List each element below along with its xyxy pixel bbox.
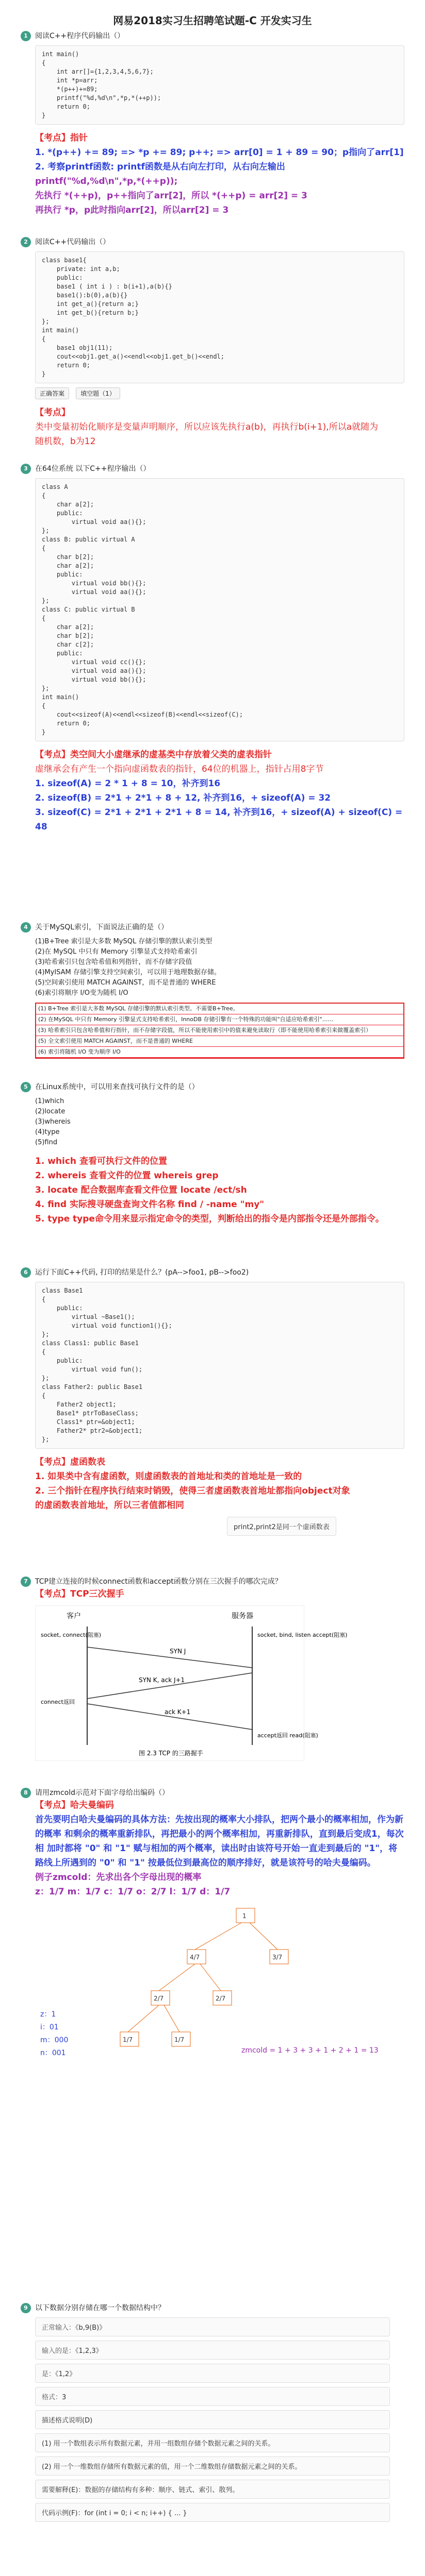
question-number: 6 <box>21 1267 31 1278</box>
analysis-line: 2. 考察printf函数: printf函数是从右向左打印，从右向左输出 <box>35 162 285 172</box>
option-item: (6)索引将顺序 I/O变为随机 I/O <box>35 989 128 997</box>
answer-field <box>35 2317 390 2336</box>
question-text: 以下数据分别存储在哪一个数据结构中？ <box>35 2304 165 2312</box>
field-label: 正常输入： <box>42 2324 76 2332</box>
explain-row: (5) 全文索引使用 MATCH AGAINST，而不是普通的 WHERE <box>36 1036 403 1047</box>
field-value: 3 <box>62 2394 67 2401</box>
analysis-line: 类中变量初始化顺序是变量声明顺序，所以应该先执行a(b)，再执行b(i+1),所以a就随为 <box>35 422 379 432</box>
analysis-line: 的虚函数表首地址，所以三者值都相同 <box>35 1500 184 1511</box>
answer-tab[interactable]: 填空题（1） <box>76 387 120 399</box>
analysis-line: 先执行 *(++p)，p++指向了arr[2]，所以 *(++p) = arr[2] = 3 <box>35 191 307 201</box>
tcp-label: socket, bind, listen accept(阻塞) <box>257 1632 348 1638</box>
answer-line: 3. locate 配合数据库查看文件位置 locate /ect/sh <box>35 1185 247 1195</box>
analysis-line: 随机数，b为12 <box>35 436 96 447</box>
tree-edge <box>159 1964 195 1991</box>
option-item: (3)哈希索引只包含哈希值和列指针，而不存储字段值 <box>35 958 192 966</box>
analysis-title: 【考点】虚函数表 <box>35 1457 105 1467</box>
question-8 <box>21 1788 404 2080</box>
analysis-line: 再执行 *p，p此时指向arr[2]，所以arr[2] = 3 <box>35 205 229 215</box>
question-text: 关于MySQL索引，下面说法正确的是（） <box>35 923 169 931</box>
extra-field: (1) 用一个数组表示所有数据元素，并用一组数组存储个数据元素之间的关系。 <box>35 2433 390 2452</box>
field-label: 是： <box>42 2370 56 2378</box>
analysis-title: 【考点】 <box>35 408 70 418</box>
answer-tab[interactable]: 正确答案 <box>35 387 69 399</box>
question-4 <box>21 922 404 1059</box>
analysis-line: 1. 如果类中含有虚函数，则虚函数表的首地址和类的首地址是一致的 <box>35 1471 302 1482</box>
field-value: 《b,9(B)》 <box>75 2324 106 2332</box>
answer-field <box>35 2387 390 2406</box>
question-number: 8 <box>21 1788 31 1798</box>
question-1 <box>21 31 404 217</box>
answer-field <box>35 2341 390 2360</box>
analysis-line: 路线上所遇到的 "0" 和 "1" 按最低位到最高位的顺序排好，就是该符号的哈夫曼编码。 <box>35 1858 376 1868</box>
answer-line: 4. find 实际搜寻硬盘查询文件名称 find / -name "my" <box>35 1199 265 1210</box>
analysis-title: 【考点】指针 <box>35 133 88 143</box>
option-item: (1)B+Tree 索引是大多数 MySQL 存储引擎的默认索引类型 <box>35 938 213 945</box>
option-item: (2)locate <box>35 1108 66 1115</box>
question-text: 阅读C++代码输出（） <box>35 238 110 246</box>
code-line: m：000 <box>40 2036 69 2044</box>
question-text: 在64位系统 以下C++程序输出（） <box>35 465 151 473</box>
client-label: 客户 <box>67 1612 81 1620</box>
question-text: 在Linux系统中，可以用来查找可执行文件的是（） <box>35 1083 199 1091</box>
tcp-label: ack K+1 <box>165 1708 191 1716</box>
tree-node-label: 2/7 <box>154 1995 164 2002</box>
question-6 <box>21 1267 404 1540</box>
code-line: i：01 <box>40 2023 59 2031</box>
question-text: 请用zmcold示范对下面字母给出编码（） <box>35 1789 170 1797</box>
question-text: 阅读C++程序代码输出（） <box>35 32 125 40</box>
code-line: n：001 <box>40 2049 66 2057</box>
explain-row: (3) 哈希索引只包含哈希值和行指针，而不存储字段值，所以不能使用索引中的值来避免读取行（即不能使用哈希索引来做覆盖索引） <box>36 1025 403 1036</box>
tree-node-label: 3/7 <box>272 1954 283 1961</box>
tcp-label: socket, connect(阻塞) <box>41 1632 101 1638</box>
question-number: 7 <box>21 1577 31 1587</box>
analysis-line: 首先要明白哈夫曼编码的具体方法：先按出现的概率大小排队，把两个最小的概率相加，作为新 <box>35 1815 403 1825</box>
question-7 <box>21 1577 404 1763</box>
example-title: 例子zmcold：先求出各个字母出现的概率 <box>35 1872 202 1883</box>
server-label: 服务器 <box>232 1612 253 1620</box>
tree-node-label: 1/7 <box>174 2036 185 2043</box>
extra-field: 需要解释(E)：数据的存储结构有多种：顺序、链式、索引、散列。 <box>35 2480 390 2499</box>
question-number: 2 <box>21 237 31 247</box>
option-item: (5)find <box>35 1139 58 1146</box>
field-value: 《1,2》 <box>55 2370 76 2378</box>
option-item: (4)MyISAM 存储引擎支持空间索引，可以用于地理数据存储。 <box>35 969 221 976</box>
explain-row: (2) 在MySQL 中只有 Memory 引擎显式支持哈希索引，InnoDB 存储引擎有一个特殊的功能叫"自适应哈希索引"…… <box>36 1014 403 1025</box>
probabilities: z：1/7 m：1/7 c：1/7 o：2/7 l：1/7 d：1/7 <box>35 1887 231 1897</box>
analysis-line: 1. sizeof(A) = 2 * 1 + 8 = 10，补齐到16 <box>35 778 221 789</box>
tree-edge <box>250 1923 277 1950</box>
ack-arrow <box>87 1704 252 1730</box>
question-3 <box>21 464 404 834</box>
analysis-title: 【考点】哈夫曼编码 <box>35 1800 114 1810</box>
tree-node-label: 2/7 <box>216 1995 226 2002</box>
option-item: (2)在 MySQL 中只有 Memory 引擎显式支持哈希索引 <box>35 948 198 956</box>
extra-field: (2) 用一个一维数组存储所有数据元素的值，用一个二维数组存储数据元素之间的关系。 <box>35 2456 390 2476</box>
explain-row: (6) 索引将随机 I/O 变为顺序 I/O <box>36 1047 403 1058</box>
answer-field <box>35 2364 390 2383</box>
question-number: 3 <box>21 464 31 474</box>
code-block: class Base1 { public: virtual ~Base1(); virtual void function1(){}; }; class Class1: public Base1 { public: virtual void fun(); }; class Father2: public Base1 { Father2 object1; Base1* ptrToBaseClass; Class1* ptr=&object1; Father2* ptr2=&object1; }; <box>35 1282 404 1449</box>
analysis-title: 【考点】类空间大小虚继承的虚基类中存放着父类的虚表指针 <box>35 750 272 760</box>
tree-node-label: 1 <box>242 1912 247 1920</box>
question-number: 4 <box>21 922 31 933</box>
answer-line: 5. type type命令用来显示指定命令的类型，判断给出的指令是内部指令还是外部指令。 <box>35 1214 384 1224</box>
field-value: 《1,2,3》 <box>75 2347 103 2355</box>
analysis-line: 虚继承会有产生一个指向虚函数表的指针，64位的机器上，指针占用8字节 <box>35 764 324 774</box>
tcp-label: accept返回 read(阻塞) <box>257 1732 318 1739</box>
tree-edge <box>195 1923 241 1950</box>
extra-field: 描述格式说明(D) <box>35 2410 390 2429</box>
tree-edge <box>128 2005 159 2032</box>
tcp-label: SYN J <box>170 1648 186 1655</box>
analysis-line: 2. 三个指针在程序执行结束时销毁，使得三者虚函数表首地址都指向object对象 <box>35 1486 350 1496</box>
question-number: 5 <box>21 1082 31 1092</box>
tree-edge <box>200 1964 221 1991</box>
tcp-label: connect返回 <box>41 1699 75 1705</box>
analysis-line: 2. sizeof(B) = 2*1 + 2*1 + 8 + 12, 补齐到16，+ sizeof(A) = 32 <box>35 793 331 803</box>
tree-node-label: 4/7 <box>190 1954 200 1961</box>
code-block: class A { char a[2]; public: virtual void aa(){}; }; class B: public virtual A { char b[2]; char a[2]; public: virtual void bb(){}; virtual void aa(){}; }; class C: public virtual B { char a[2]; char b[2]; char c[2]; public: virtual void cc(){}; virtual void aa(){}; virtual void bb(){}; }; int main() { cout<<sizeof(A)<<endl<<sizeof(B)<<endl<<sizeof(C); return 0; } <box>35 478 404 741</box>
option-item: (3)whereis <box>35 1118 71 1126</box>
hint-box: print2,print2是同一个虚函数表 <box>227 1517 336 1536</box>
huffman-tree <box>35 1903 406 2078</box>
field-label: 格式： <box>42 2394 62 2401</box>
answer-line: 1. which 查看可执行文件的位置 <box>35 1156 167 1166</box>
tree-edge <box>164 2005 179 2032</box>
page-title: 网易2018实习生招聘笔试题-C 开发实习生 <box>113 14 312 27</box>
code-line: z：1 <box>40 2010 56 2019</box>
question-text: 运行下面C++代码, 打印的结果是什么？(pA-->foo1, pB-->foo2) <box>35 1268 249 1277</box>
question-number: 1 <box>21 31 31 41</box>
question-9 <box>21 2303 404 2526</box>
option-item: (5)空间索引使用 MATCH AGAINST，而不是普通的 WHERE <box>35 979 216 987</box>
analysis-line: 1. *(p++) += 89; => *p += 89; p++; => arr[0] = 1 + 89 = 90；p指向了arr[1] <box>35 147 404 158</box>
analysis-line: 的概率 和剩余的概率重新排队，再把最小的两个概率相加，再重新排队，直到最后变成1，每次 <box>35 1829 404 1839</box>
question-2 <box>21 237 404 449</box>
code-block: int main() { int arr[]={1,2,3,4,5,6,7}; int *p=arr; *(p++)+=89; printf("%d,%d\n",*p,*(++p)); return 0; } <box>35 45 404 125</box>
question-5 <box>21 1082 404 1226</box>
question-text: TCP建立连接的时候connect函数和accept函数分别在三次握手的哪次完成？ <box>35 1578 282 1586</box>
option-item: (4)type <box>35 1128 60 1136</box>
analysis-line: 相 加时都将 "0" 和 "1" 赋与相加的两个概率，读出时由该符号开始一直走到最后的 "1"，将 <box>35 1843 398 1854</box>
answer-line: 2. whereis 查看文件的位置 whereis grep <box>35 1171 219 1181</box>
analysis-line: printf("%d,%d\n",*p,*(++p)); <box>35 176 178 187</box>
result-line: zmcold = 1 + 3 + 3 + 1 + 2 + 1 = 13 <box>241 2046 379 2055</box>
field-label: 输入的是： <box>42 2347 76 2355</box>
tree-node-label: 1/7 <box>123 2036 133 2043</box>
option-item: (1)which <box>35 1097 64 1105</box>
analysis-title: 【考点】TCP三次握手 <box>35 1589 124 1599</box>
extra-field: 代码示例(F)：for (int i = 0; i < n; i++) { ... } <box>35 2503 390 2522</box>
tcp-label: SYN K, ack J+1 <box>139 1676 185 1684</box>
diagram-caption: 图 2.3 TCP 的三路握手 <box>139 1750 203 1757</box>
question-number: 9 <box>21 2303 31 2313</box>
tcp-handshake-diagram <box>35 1605 348 1761</box>
explain-row: (1) B+Tree 索引是大多数 MySQL 存储引擎的默认索引类型。不需要B+Tree。 <box>36 1004 403 1014</box>
code-block: class base1{ private: int a,b; public: base1 ( int i ) : b(i+1),a(b){} base1():b(0),a(b){} int get_a(){return a;} int get_b(){return b;} }; int main() { base1 obj1(11); cout<<obj1.get_a()<<endl<<obj1.get_b()<<endl; return 0; } <box>35 251 404 383</box>
analysis-line: 3. sizeof(C) = 2*1 + 2*1 + 2*1 + 8 = 14, 补齐到16，+ sizeof(A) + sizeof(C) = 48 <box>35 807 403 832</box>
